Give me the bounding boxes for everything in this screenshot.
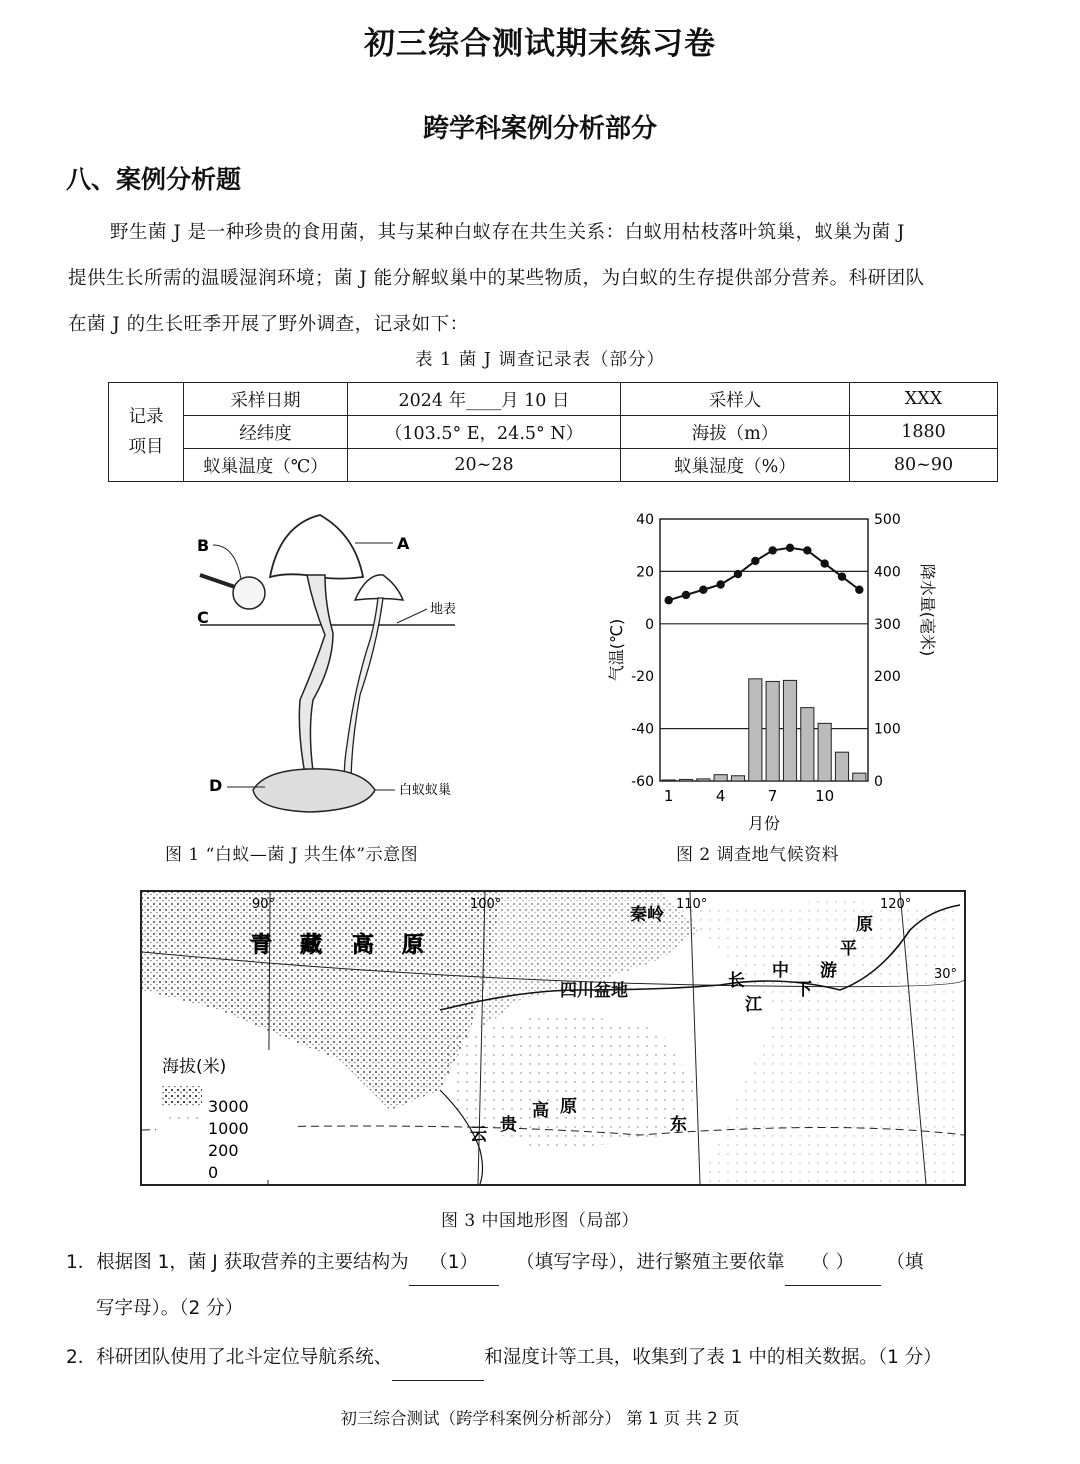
table-side-label [109,383,184,482]
label-dong: 东 [670,1115,687,1135]
q1-line-2: 写字母）。（2 分） [96,1298,244,1319]
q1-text-2: （填写字母），进行繁殖主要依靠 [516,1252,785,1273]
question-1 [66,1241,1046,1286]
temperature-point [699,586,707,594]
left-tick-label: -60 [631,774,654,790]
question-2 [66,1336,1056,1381]
precip-bar [714,775,727,781]
x-tick-label: 10 [815,787,835,805]
table-cell: 2024 年____月 10 日 [348,383,621,416]
label-c: C [197,608,209,627]
x-tick-label: 4 [715,787,726,805]
legend-value: 0 [208,1163,219,1182]
label-yuan: 原 [856,915,873,935]
left-tick-label: 20 [636,564,654,581]
precip-bar [749,679,762,781]
precip-bar [853,773,866,781]
big-stem [299,575,333,785]
right-tick-label: 400 [874,564,901,581]
q2-text-2: 和湿度计等工具，收集到了表 1 中的相关数据。（1 分） [484,1347,942,1368]
table-cell: 采样日期 [184,383,348,416]
spore-circle [233,577,265,609]
q1-blank-1[interactable]: （1） [409,1241,499,1286]
right-axis-title: 降水量(毫米) [918,563,937,657]
big-cap [270,515,363,579]
q2-blank[interactable] [392,1336,484,1381]
q1-text-1: 1．根据图 1，菌 J 获取营养的主要结构为 [66,1252,409,1273]
side-label-line-2: 项目 [128,437,164,457]
precip-bar [731,776,744,781]
branch [200,575,235,587]
legend-value: 1000 [208,1119,249,1138]
precip-bar [679,779,692,781]
table-cell: 蚁巢湿度（%） [621,449,850,482]
temperature-point [820,559,828,567]
termite-nest [253,769,375,812]
label-surface: 地表 [430,602,457,617]
temperature-point [838,572,846,580]
temperature-point [682,591,690,599]
precip-bar [801,708,814,781]
legend-swatch-1000 [162,1112,202,1126]
label-qzgy: 高 [352,933,375,958]
temperature-line [669,548,860,600]
figure1-mushroom-diagram [185,505,485,825]
x-tick-label: 7 [767,787,778,805]
table-cell: （103.5° E，24.5° N） [348,416,621,449]
plot-frame [660,519,868,781]
table-cell: 经纬度 [184,416,348,449]
table-row [109,449,998,482]
left-axis-title: 气温(℃) [607,618,626,682]
legend-swatch-3000 [162,1086,202,1106]
q2-text-1: 2．科研团队使用了北斗定位导航系统、 [66,1347,393,1368]
label-cjzxy: 游 [820,961,837,981]
right-tick-label: 300 [874,616,901,633]
label-cjzxy: 中 [772,961,789,981]
legend-value: 200 [208,1141,239,1160]
label-cjzxy: 下 [795,980,812,1000]
table-cell: 1880 [850,416,998,449]
x-tick-label: 1 [663,787,674,805]
label-ygzy: 原 [560,1097,577,1117]
small-stem [344,598,383,785]
table-cell: XXX [850,383,998,416]
label-ygzy: 高 [532,1101,549,1121]
table-cell: 蚁巢温度（℃） [184,449,348,482]
label-cjzxy: 江 [745,995,762,1015]
label-lon90: 90° [252,897,276,912]
left-tick-label: -20 [631,669,654,686]
label-d: D [209,776,223,795]
label-b: B [197,536,210,555]
precip-bar [818,723,831,781]
precip-bar [835,752,848,781]
temperature-point [768,546,776,554]
precip-bar [783,680,796,781]
figure1-caption: 图 1 “白蚁—菌 J 共生体”示意图 [165,845,419,865]
figure2-climate-chart [600,505,937,835]
temperature-point [803,546,811,554]
label-qzgy: 藏 [300,933,323,958]
intro-line-3: 在菌 J 的生长旺季开展了野外调查，记录如下： [68,314,469,335]
page-title: 初三综合测试期末练习卷 [364,26,716,62]
record-table [108,382,998,482]
small-cap [355,575,403,600]
left-tick-label: 0 [645,616,654,633]
right-tick-label: 100 [874,721,901,738]
label-ygzy: 贵 [500,1115,517,1135]
label-nest: 白蚁蚁巢 [399,783,452,798]
label-ygzy: 云 [470,1125,487,1145]
q1-text-3: （填 [886,1252,924,1273]
label-lon110: 110° [676,897,708,912]
temperature-point [734,570,742,578]
temperature-point [855,586,863,594]
label-a: A [397,534,410,553]
temperature-point [751,557,759,565]
temperature-point [786,544,794,552]
left-tick-label: -40 [631,721,654,738]
label-cjzxy: 长 [728,971,745,991]
table-cell: 采样人 [621,383,850,416]
precip-bar [662,780,675,781]
label-sichuan-basin: 四川盆地 [560,981,628,1001]
precip-bar [697,779,710,781]
side-label-line-1: 记录 [128,407,164,427]
temperature-point [716,580,724,588]
table-cell: 80~90 [850,449,998,482]
section-heading: 八、案例分析题 [66,165,242,194]
figure2-caption: 图 2 调查地气候资料 [676,845,840,865]
label-lon100: 100° [470,897,502,912]
legend-value: 3000 [208,1097,249,1116]
label-ping: 平 [840,939,857,959]
precip-bar [766,681,779,781]
label-lat30: 30° [934,967,958,982]
figure3-caption: 图 3 中国地形图（局部） [440,1211,640,1231]
label-qzgy: 青 [250,933,273,958]
intro-line-2: 提供生长所需的温暖湿润环境；菌 J 能分解蚁巢中的某些物质，为白蚁的生存提供部分营养。科研团队 [68,268,925,289]
q1-blank-2[interactable]: （ ） [785,1241,881,1286]
temperature-point [664,596,672,604]
right-tick-label: 500 [874,512,901,528]
left-tick-label: 40 [636,512,654,528]
table-cell: 20~28 [348,449,621,482]
right-tick-label: 0 [874,774,883,790]
label-qinling: 秦岭 [630,905,664,925]
intro-paragraph [68,210,1043,348]
legend-title: 海拔(米) [162,1057,227,1077]
leader-surface [397,609,427,623]
label-lon120: 120° [880,897,912,912]
x-axis-title: 月份 [747,814,781,833]
page-footer: 初三综合测试（跨学科案例分析部分） 第 1 页 共 2 页 [340,1409,740,1428]
leader-b [213,545,241,579]
table-row [109,383,998,416]
table-cell: 海拔（m） [621,416,850,449]
label-qzgy: 原 [402,933,425,958]
figure3-terrain-map [140,890,966,1186]
intro-line-1: 野生菌 J 是一种珍贵的食用菌，其与某种白蚁存在共生关系：白蚁用枯枝落叶筑巢，蚁巢为菌 J [110,222,905,243]
table-caption: 表 1 菌 J 调查记录表（部分） [415,350,665,370]
page-subtitle: 跨学科案例分析部分 [422,114,657,144]
table-row [109,416,998,449]
right-tick-label: 200 [874,669,901,686]
